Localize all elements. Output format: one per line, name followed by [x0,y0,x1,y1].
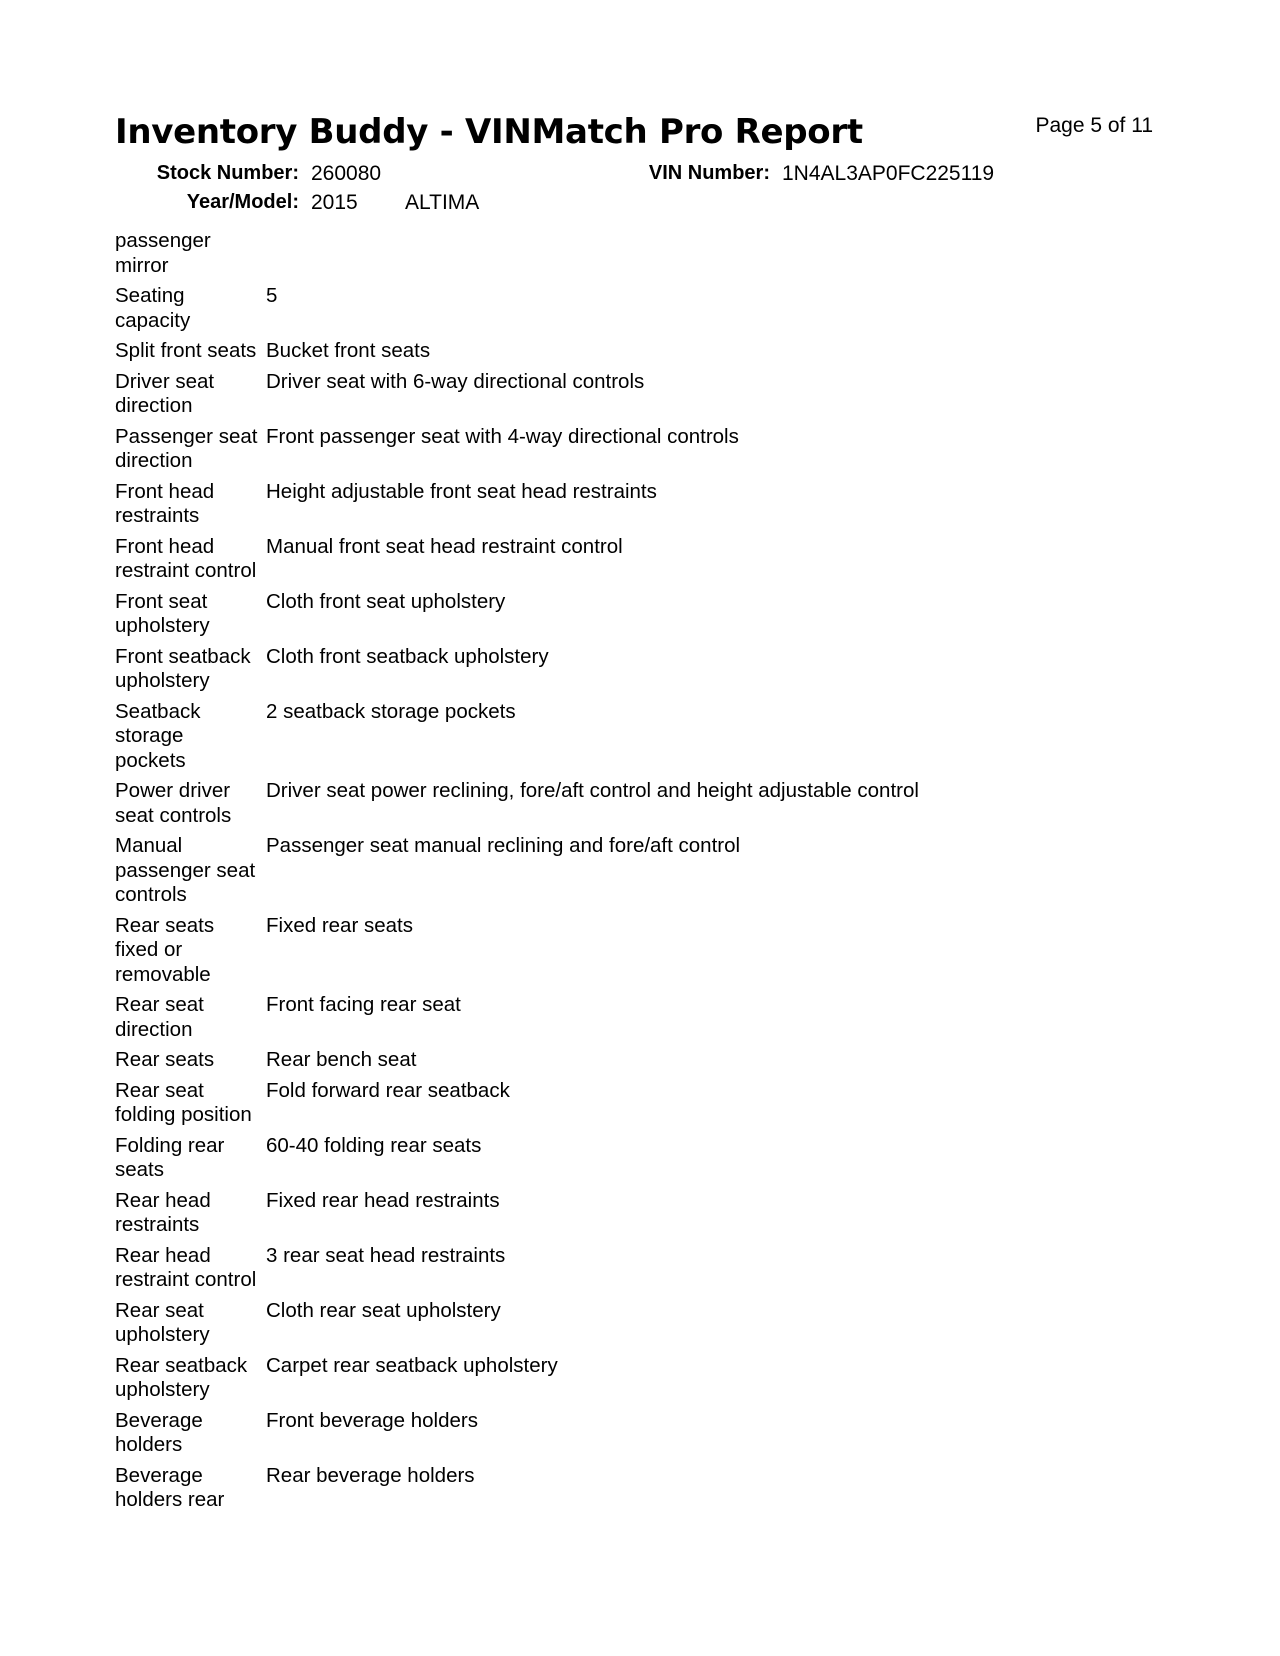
spec-row [115,993,1155,1042]
spec-value: Front passenger seat with 4-way directional controls [266,424,739,448]
spec-row [115,1409,1155,1458]
vin-number-value: 1N4AL3AP0FC225119 [782,162,995,185]
spec-row [115,1464,1155,1513]
spec-value: Fixed rear seats [266,913,413,937]
spec-label: passenger mirror [115,229,211,277]
spec-value: Cloth front seat upholstery [266,589,506,613]
stock-number-value: 260080 [311,162,382,185]
spec-label: Front head restraints [115,479,215,527]
spec-value: Front beverage holders [266,1408,478,1432]
spec-row [115,284,1155,333]
spec-value: Rear beverage holders [266,1463,475,1487]
spec-label: Seating capacity [115,284,191,332]
spec-value: Cloth rear seat upholstery [266,1298,501,1322]
spec-row [115,590,1155,639]
spec-row [115,1354,1155,1403]
spec-label: Power driver seat controls [115,779,232,827]
vin-number-label: VIN Number: [648,162,770,184]
spec-label: Front head restraint control [115,534,257,582]
spec-row [115,535,1155,584]
spec-value: Cloth front seatback upholstery [266,644,549,668]
spec-label: Rear seats fixed or removable [115,913,215,986]
spec-row [115,1134,1155,1183]
stock-number-label: Stock Number: [156,162,299,184]
spec-row [115,480,1155,529]
spec-value [266,229,1155,278]
report-title: Inventory Buddy - VINMatch Pro Report [115,112,863,152]
year-model-label: Year/Model: [186,191,299,213]
spec-value: Carpet rear seatback upholstery [266,1353,558,1377]
year-value: 2015 [311,191,358,214]
spec-label: Rear head restraint control [115,1243,257,1291]
spec-value: Driver seat power reclining, fore/aft control and height adjustable control [266,779,919,802]
spec-value: 5 [266,284,278,307]
spec-row [115,914,1155,988]
spec-value: Height adjustable front seat head restraints [266,479,657,503]
spec-value: Passenger seat manual reclining and fore/aft control [266,834,741,857]
spec-row [115,1189,1155,1238]
spec-row [115,700,1155,774]
spec-row [115,1299,1155,1348]
spec-label: Driver seat direction [115,369,215,417]
spec-list [115,229,1155,1519]
spec-label: Beverage holders rear [115,1463,225,1511]
spec-value: Front facing rear seat [266,993,461,1016]
spec-value: Rear bench seat [266,1048,417,1071]
spec-row [115,370,1155,419]
spec-label: Rear seats [115,1048,215,1071]
spec-row [115,1244,1155,1293]
page-number: Page 5 of 11 [1035,114,1153,137]
spec-row [115,339,1155,364]
spec-label: Rear seat folding position [115,1078,252,1126]
model-value: ALTIMA [405,191,480,214]
spec-row [115,834,1155,908]
spec-label: Rear seat direction [115,993,204,1041]
spec-label: Passenger seat direction [115,424,258,472]
spec-value: 3 rear seat head restraints [266,1243,506,1267]
spec-label: Rear seat upholstery [115,1298,210,1346]
spec-label: Front seat upholstery [115,589,210,637]
spec-label: Front seatback upholstery [115,644,251,692]
spec-value: 2 seatback storage pockets [266,699,516,723]
spec-row [115,779,1155,828]
spec-label: Seatback storage pockets [115,699,201,772]
spec-label: Manual passenger seat controls [115,834,256,906]
spec-value: Bucket front seats [266,339,431,362]
spec-value: Fixed rear head restraints [266,1188,500,1212]
spec-row [115,229,1155,278]
spec-label: Rear seatback upholstery [115,1353,248,1401]
spec-label: Folding rear seats [115,1133,225,1181]
spec-row [115,645,1155,694]
spec-row [115,1048,1155,1073]
spec-row [115,1079,1155,1128]
spec-label: Rear head restraints [115,1188,211,1236]
spec-label: Split front seats [115,339,257,362]
spec-label: Beverage holders [115,1408,203,1456]
spec-value: 60-40 folding rear seats [266,1133,482,1157]
spec-value: Driver seat with 6-way directional controls [266,369,645,393]
spec-value: Manual front seat head restraint control [266,534,623,558]
spec-value: Fold forward rear seatback [266,1078,510,1102]
spec-row [115,425,1155,474]
